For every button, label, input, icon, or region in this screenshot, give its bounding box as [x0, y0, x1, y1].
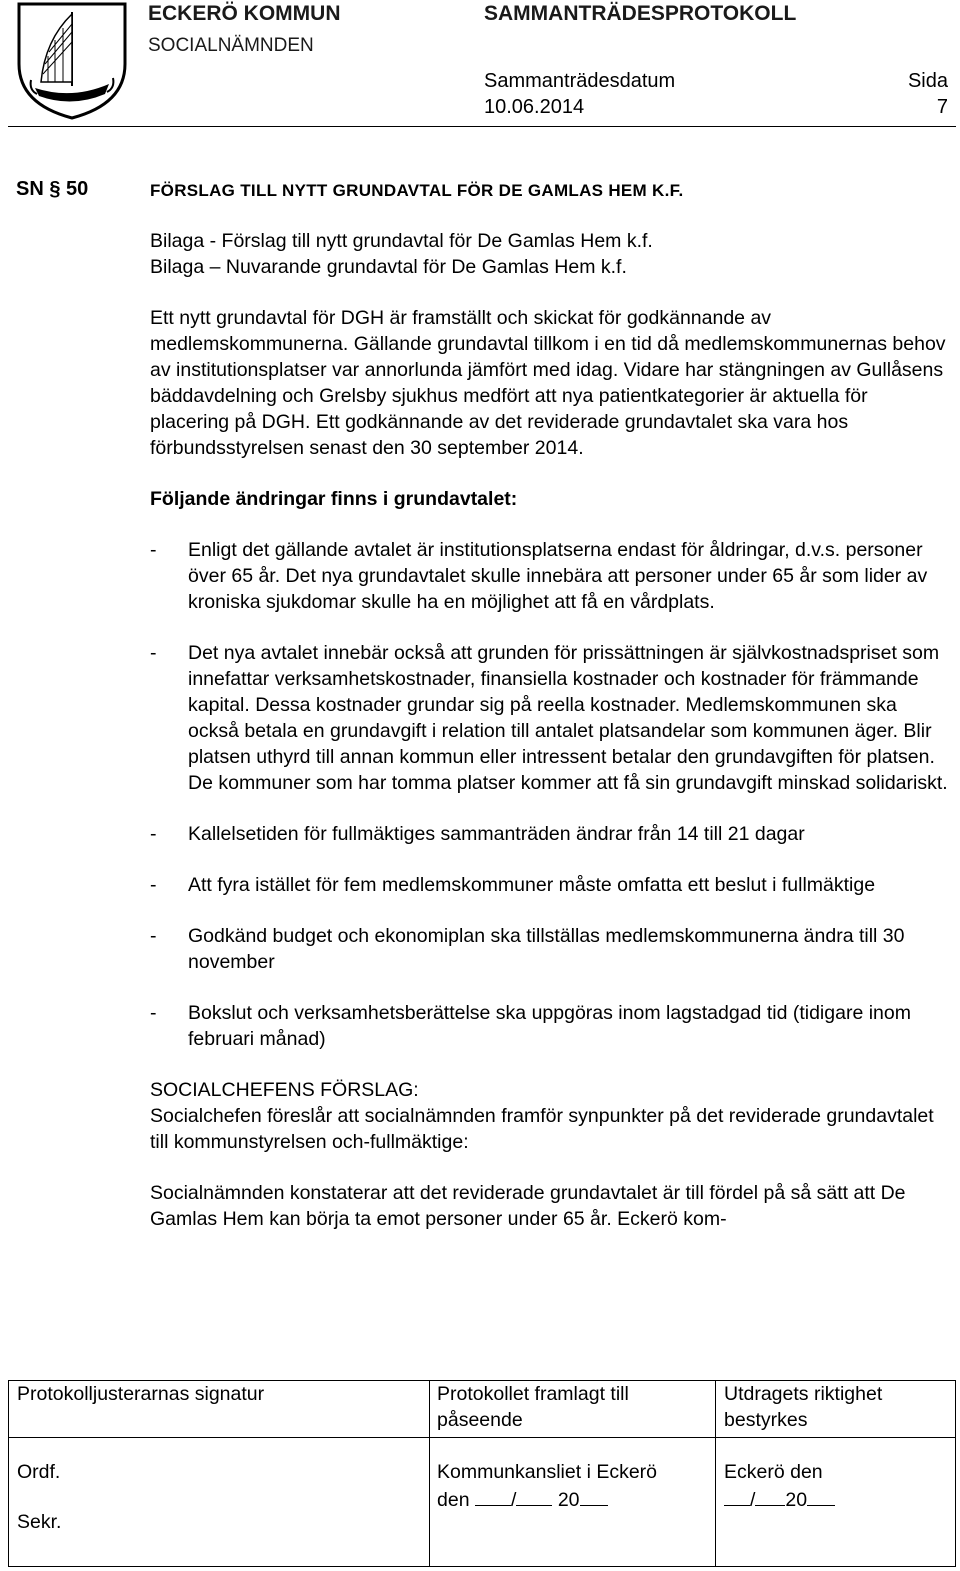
list-item: [150, 821, 950, 847]
document-header: [484, 2, 954, 122]
list-item-text: Godkänd budget och ekonomiplan ska tillställas medlemskommunerna ändra till 30 november: [188, 925, 905, 973]
changes-heading: Följande ändringar finns i grundavtalet:: [150, 488, 518, 510]
department-name: SOCIALNÄMNDEN: [148, 35, 314, 56]
proposal-text: Socialchefen föreslår att socialnämnden framför synpunkter på det reviderade grundavtalet till kommunstyrelsen och-fullmäktige:: [150, 1105, 934, 1153]
proposal-heading: SOCIALCHEFENS FÖRSLAG:: [150, 1079, 419, 1101]
list-item: [150, 640, 950, 796]
certified-label: Utdragets riktighet bestyrkes: [724, 1383, 883, 1431]
presented-year: 20: [557, 1489, 580, 1511]
list-item: [150, 1000, 950, 1052]
list-item: [150, 923, 950, 975]
date-blank: [724, 1485, 750, 1506]
page-number: 7: [936, 96, 948, 118]
list-bullet: -: [150, 1002, 157, 1024]
presented-label: Protokollet framlagt till påseende: [437, 1383, 629, 1431]
organization-header: [148, 2, 468, 58]
list-bullet: -: [150, 642, 157, 664]
presented-date-line: [437, 1485, 707, 1513]
presented-date-prefix: den: [437, 1489, 470, 1511]
certified-date-line: [724, 1485, 949, 1513]
list-item-text: Bokslut och verksamhetsberättelse ska uppgöras inom lagstadgad tid (tidigare inom februari månad): [188, 1002, 911, 1050]
list-item: [150, 537, 950, 615]
table-divider: [9, 1437, 955, 1438]
signature-label: Protokolljusterarnas signatur: [17, 1383, 265, 1405]
list-bullet: -: [150, 823, 157, 845]
list-item-text: Enligt det gällande avtalet är institutionsplatserna endast för åldringar, d.v.s. personer över 65 år. Det nya grundavtalet skulle innebära att personer under 65 år som lider av kroniska sjukdomar skulle ha en möjlighet att få en vårdplats.: [188, 539, 928, 613]
attachment-line: Bilaga – Nuvarande grundavtal för De Gamlas Hem k.f.: [150, 256, 627, 278]
meeting-date: 10.06.2014: [484, 96, 585, 118]
list-item: [150, 872, 950, 898]
date-blank: [475, 1485, 511, 1506]
table-divider: [429, 1381, 430, 1566]
list-bullet: -: [150, 539, 157, 561]
certified-year: 20: [785, 1489, 808, 1511]
table-divider: [715, 1381, 716, 1566]
section-number: SN § 50: [16, 178, 89, 200]
signature-table: [8, 1380, 956, 1567]
certified-place: Eckerö den: [724, 1461, 823, 1483]
attachment-line: Bilaga - Förslag till nytt grundavtal för De Gamlas Hem k.f.: [150, 230, 653, 252]
date-blank: [580, 1485, 608, 1506]
date-separator: /: [750, 1489, 756, 1511]
list-item-text: Det nya avtalet innebär också att grunden för prissättningen är självkostnadspriset som innefattar verksamhetskostnader, finansiella kostnader och kostnader för främmande kapital. Dessa kostnader grundar sig på reella kostnader. Medlemskommunen ska också betala en grundavgift i relation till antalet platsandelar som kommunen äger. Blir platsen uthyrd till annan kommun eller intressent betalar den grundavgiften för platsen. De kommuner som har tomma platser kommer att få sin grundavgift minskad solidariskt.: [188, 642, 948, 794]
presented-place: Kommunkansliet i Eckerö: [437, 1461, 658, 1483]
list-bullet: -: [150, 874, 157, 896]
meeting-date-label: Sammanträdesdatum: [484, 70, 676, 92]
page-label: Sida: [907, 70, 948, 92]
closing-paragraph: Socialnämnden konstaterar att det reviderade grundavtalet är till fördel på så sätt att De Gamlas Hem kan börja ta emot personer under 65 år. Eckerö kom-: [150, 1182, 906, 1230]
date-blank: [807, 1485, 835, 1506]
date-blank: [755, 1485, 785, 1506]
header-divider: [8, 126, 956, 127]
section-body: [150, 228, 950, 1232]
intro-paragraph: Ett nytt grundavtal för DGH är framställt och skickat för godkännande av medlemskommunerna. Gällande grundavtal tillkom i en tid då medlemskommunernas behov av institutionsplatser var annorlunda jämfört med idag. Vidare har stängningen av Gullåsens bäddavdelning och Grelsby sjukhus medfört att nya patientkategorier är aktuella för placering på DGH. Ett godkännande av det reviderade grundavtalet ska vara hos förbundsstyrelsen senast den 30 september 2014.: [150, 307, 946, 459]
date-separator: /: [510, 1489, 517, 1511]
secretary-label: Sekr.: [17, 1511, 62, 1533]
municipality-name: ECKERÖ KOMMUN: [148, 2, 341, 25]
section-title: FÖRSLAG TILL NYTT GRUNDAVTAL FÖR DE GAMLAS HEM K.F.: [150, 181, 684, 200]
document-title: SAMMANTRÄDESPROTOKOLL: [484, 2, 797, 25]
date-blank: [516, 1485, 552, 1506]
list-item-text: Att fyra istället för fem medlemskommuner måste omfatta ett beslut i fullmäktige: [188, 874, 876, 896]
list-bullet: -: [150, 925, 157, 947]
list-item-text: Kallelsetiden för fullmäktiges sammanträden ändrar från 14 till 21 dagar: [188, 823, 805, 845]
municipal-coat-of-arms-logo: [15, 0, 129, 120]
chairman-label: Ordf.: [17, 1461, 61, 1483]
